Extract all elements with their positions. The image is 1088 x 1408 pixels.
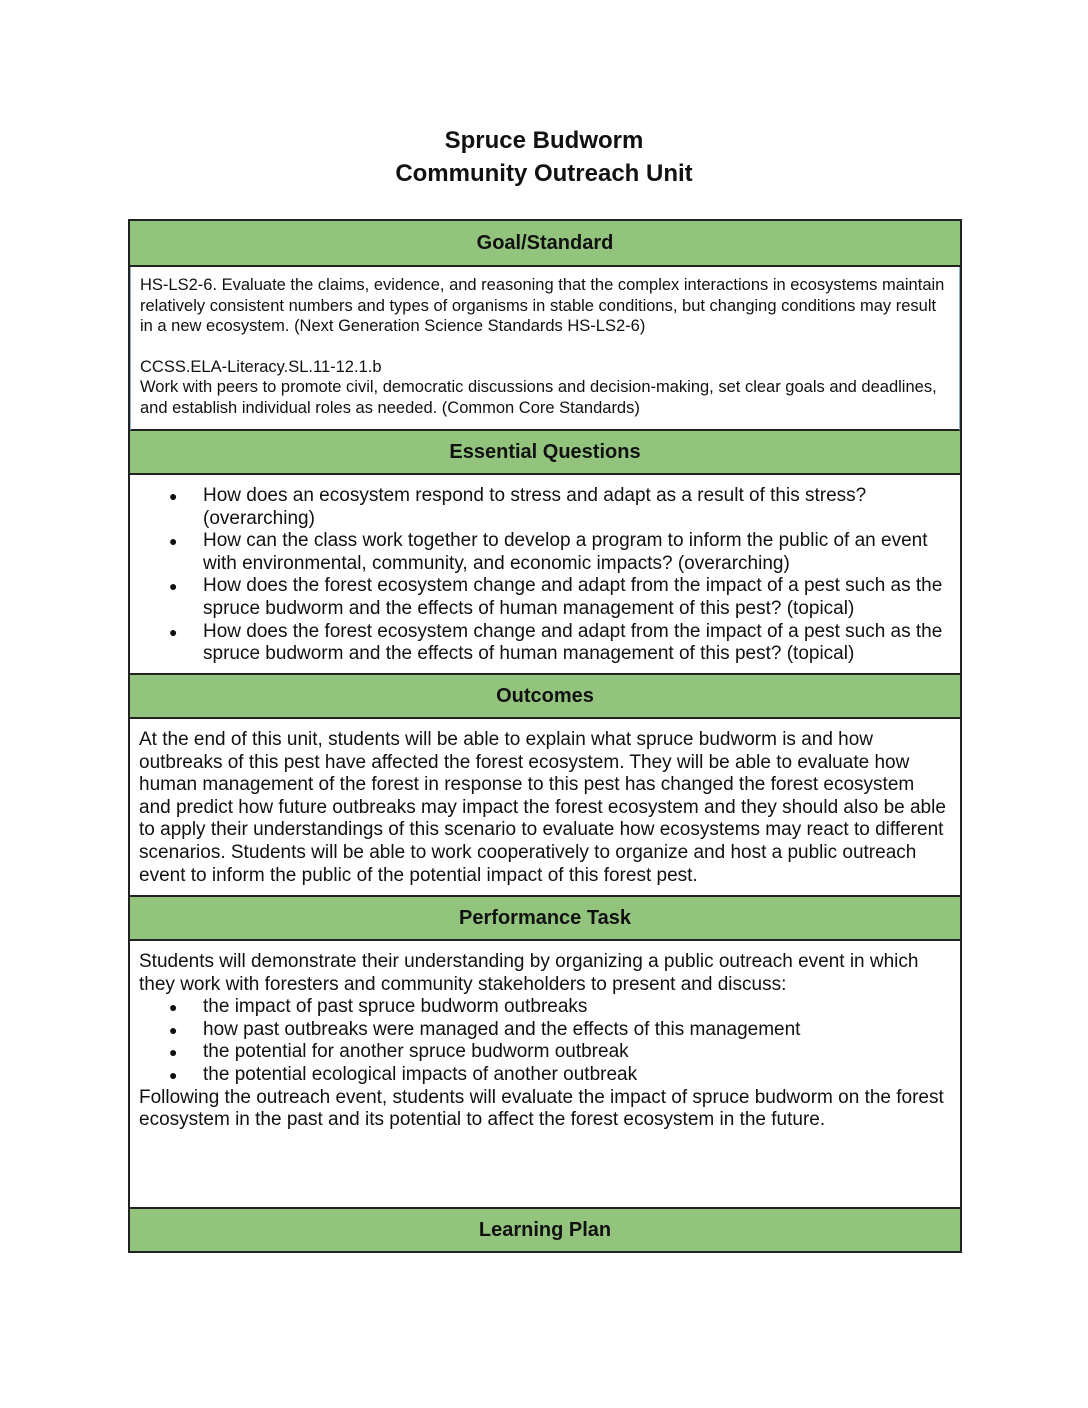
task-item-text: how past outbreaks were managed and the effects of this management bbox=[203, 1018, 801, 1040]
performance-task-list bbox=[139, 996, 950, 1086]
essential-questions-body bbox=[130, 475, 960, 675]
performance-task-body bbox=[130, 941, 960, 1209]
goal-standard-header: Goal/Standard bbox=[130, 221, 960, 267]
learning-plan-header: Learning Plan bbox=[130, 1209, 960, 1251]
bullet-icon: ● bbox=[169, 1044, 178, 1061]
list-item bbox=[139, 621, 950, 666]
bullet-icon: ● bbox=[169, 578, 178, 595]
bullet-icon: ● bbox=[169, 533, 178, 550]
outcomes-header: Outcomes bbox=[130, 675, 960, 719]
task-item-text: the impact of past spruce budworm outbreaks bbox=[203, 996, 588, 1018]
performance-task-intro: Students will demonstrate their understanding by organizing a public outreach event in which they work with foresters and community stakeholders to present and discuss: bbox=[139, 951, 919, 995]
task-item-text: the potential for another spruce budworm outbreak bbox=[203, 1041, 629, 1063]
list-item bbox=[139, 1041, 950, 1064]
bullet-icon: ● bbox=[169, 488, 178, 504]
essential-questions-list bbox=[139, 485, 950, 666]
goal-standard-body bbox=[130, 267, 960, 431]
title-line-2: Community Outreach Unit bbox=[395, 160, 693, 187]
question-text: How can the class work together to develop a program to inform the public of an event with environmental, community, and economic impacts? (overarching) bbox=[203, 530, 928, 574]
outcomes-body bbox=[130, 719, 960, 897]
ccss-standard-text: Work with peers to promote civil, democratic discussions and decision-making, set clear goals and deadlines, and establish individual roles as needed. (Common Core Standards) bbox=[140, 378, 937, 417]
performance-task-header: Performance Task bbox=[130, 897, 960, 941]
question-text: How does the forest ecosystem change and adapt from the impact of a pest such as the spruce budworm and the effects of human management of this pest? (topical) bbox=[203, 575, 943, 619]
title-line-1: Spruce Budworm bbox=[444, 127, 644, 154]
ccss-standard-code: CCSS.ELA-Literacy.SL.11-12.1.b bbox=[140, 357, 382, 376]
list-item bbox=[139, 996, 950, 1019]
question-text: How does the forest ecosystem change and adapt from the impact of a pest such as the spruce budworm and the effects of human management of this pest? (topical) bbox=[203, 620, 943, 665]
bullet-icon: ● bbox=[169, 1066, 178, 1083]
document-title bbox=[0, 124, 1088, 190]
outcomes-text: At the end of this unit, students will be able to explain what spruce budworm is and how outbreaks of this pest have affected the forest ecosystem. They will be able to evaluate how human management of the forest in response to this pest has changed the forest ecosystem and predict how future outbreaks may impact the forest ecosystem and they should also be able to apply their understandings of this scenario to evaluate how ecosystems may react to different scenarios. Students will be able to work cooperatively to organize and host a public outreach event to inform the public of the potential impact of this forest pest. bbox=[139, 729, 946, 886]
bullet-icon: ● bbox=[169, 999, 178, 1016]
question-text: How does an ecosystem respond to stress and adapt as a result of this stress? (overarching) bbox=[203, 485, 867, 529]
list-item bbox=[139, 1064, 950, 1087]
bullet-icon: ● bbox=[169, 1021, 178, 1038]
list-item bbox=[139, 1019, 950, 1042]
ngss-standard-text: HS-LS2-6. Evaluate the claims, evidence, and reasoning that the complex interactions in ecosystems maintain relatively consistent numbers and types of organisms in stable conditions, but changing conditions may result in a new ecosystem. (Next Generation Science Standards HS-LS2-6) bbox=[140, 276, 945, 335]
bullet-icon: ● bbox=[169, 623, 178, 640]
list-item bbox=[139, 485, 950, 530]
list-item bbox=[139, 530, 950, 575]
essential-questions-header: Essential Questions bbox=[130, 431, 960, 475]
task-item-text: the potential ecological impacts of another outbreak bbox=[203, 1063, 638, 1085]
list-item bbox=[139, 575, 950, 620]
ccss-standard-block bbox=[140, 357, 949, 419]
performance-task-closing: Following the outreach event, students will evaluate the impact of spruce budworm on the forest ecosystem in the past and its potential to affect the forest ecosystem in the future. bbox=[139, 1086, 944, 1131]
unit-plan-table bbox=[128, 219, 962, 1253]
